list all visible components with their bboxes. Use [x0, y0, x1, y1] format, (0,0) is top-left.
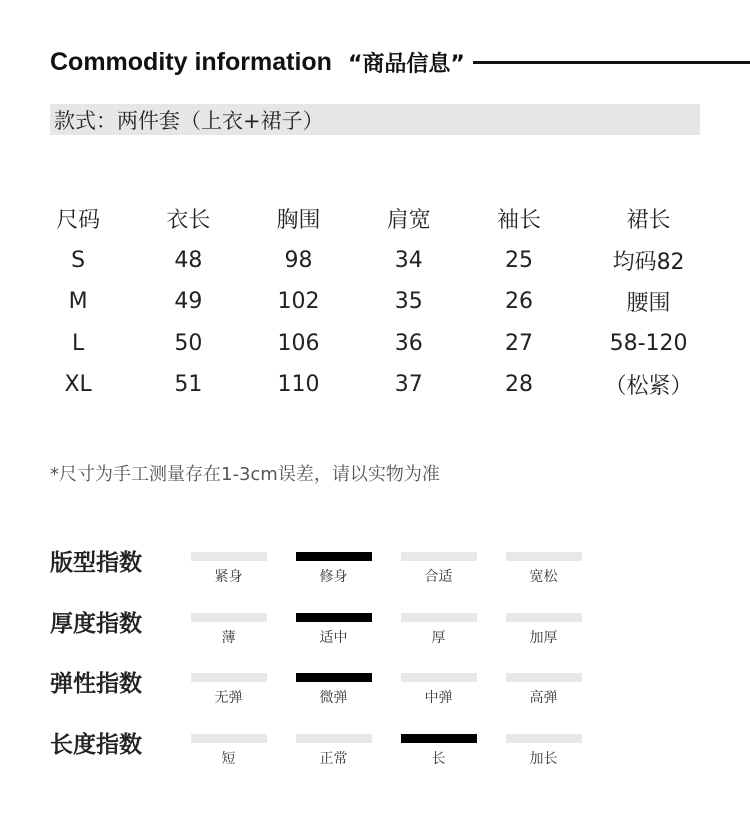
- index-option: [386, 728, 491, 768]
- index-option: [281, 607, 386, 647]
- index-bar: [296, 552, 372, 561]
- table-cell: 58-120: [609, 330, 688, 356]
- index-bar: [191, 552, 267, 561]
- index-option-label: 适中: [319, 629, 348, 646]
- index-option: [491, 728, 596, 768]
- index-option-label: 厚: [431, 629, 446, 646]
- header-title: Commodity information: [50, 47, 332, 76]
- header-cell: 尺码: [56, 208, 101, 234]
- table-row: [23, 281, 723, 323]
- table-cell: 110: [277, 372, 320, 398]
- table-cell: XL: [64, 372, 92, 398]
- header-divider: [473, 61, 750, 64]
- index-bar: [296, 673, 372, 682]
- header-subtitle: “商品信息”: [347, 51, 465, 77]
- index-bar: [191, 734, 267, 743]
- style-text: 款式：两件套（上衣+裙子）: [54, 108, 324, 133]
- index-option: [491, 667, 596, 707]
- table-cell: 98: [284, 247, 313, 273]
- index-label: 弹性指数: [50, 671, 142, 697]
- index-bar: [296, 613, 372, 622]
- index-option: [386, 667, 491, 707]
- table-cell: S: [71, 247, 86, 273]
- table-cell: 27: [504, 330, 533, 356]
- index-option-label: 加厚: [529, 629, 558, 646]
- index-option: [281, 546, 386, 586]
- table-cell: 102: [277, 289, 320, 315]
- index-bar: [506, 734, 582, 743]
- index-option-label: 紧身: [214, 569, 243, 585]
- index-bar: [401, 613, 477, 622]
- index-bar: [506, 673, 582, 682]
- table-cell: 106: [277, 330, 320, 356]
- index-option: [176, 546, 281, 586]
- table-cell: M: [68, 289, 88, 315]
- header-cell: 肩宽: [386, 208, 431, 234]
- index-option: [281, 667, 386, 707]
- index-option-label: 加长: [529, 750, 558, 767]
- table-cell: （松紧）: [604, 374, 693, 400]
- index-option-label: 正常: [319, 750, 348, 767]
- index-row-thickness: [50, 607, 750, 668]
- index-option-label: 微弹: [319, 690, 348, 706]
- table-cell: 49: [174, 289, 203, 315]
- index-option-label: 无弹: [214, 690, 243, 706]
- table-row: [23, 240, 723, 282]
- index-bar: [191, 613, 267, 622]
- index-bar: [296, 734, 372, 743]
- index-option-label: 修身: [319, 569, 348, 585]
- table-row: [23, 364, 723, 406]
- table-row: [23, 323, 723, 365]
- index-option-label: 中弹: [424, 690, 453, 706]
- index-bar: [401, 673, 477, 682]
- table-cell: 26: [504, 289, 533, 315]
- index-option: [386, 607, 491, 647]
- index-option-label: 短: [221, 750, 236, 767]
- index-option-label: 高弹: [529, 690, 558, 706]
- index-option-label: 薄: [221, 629, 236, 646]
- commodity-header: [50, 42, 750, 82]
- index-section: [50, 546, 750, 788]
- index-option: [386, 546, 491, 586]
- index-bar: [401, 552, 477, 561]
- table-cell: 均码82: [612, 249, 685, 275]
- style-bar: [50, 104, 700, 135]
- header-cell: 袖长: [496, 208, 541, 234]
- index-row-fit: [50, 546, 750, 607]
- header-cell: 裙长: [626, 208, 671, 234]
- index-bar: [191, 673, 267, 682]
- table-cell: 25: [504, 247, 533, 273]
- table-cell: 36: [394, 330, 423, 356]
- index-row-length: [50, 728, 750, 789]
- index-option: [176, 607, 281, 647]
- table-cell: 50: [174, 330, 203, 356]
- index-option-label: 宽松: [529, 569, 558, 585]
- table-cell: L: [71, 330, 85, 356]
- index-option: [491, 546, 596, 586]
- index-option: [176, 667, 281, 707]
- table-cell: 48: [174, 247, 203, 273]
- table-cell: 腰围: [626, 291, 671, 317]
- index-bar: [401, 734, 477, 743]
- table-cell: 35: [394, 289, 423, 315]
- table-cell: 51: [174, 372, 203, 398]
- index-label: 厚度指数: [50, 610, 142, 637]
- index-label: 长度指数: [50, 731, 142, 758]
- table-cell: 34: [394, 247, 423, 273]
- index-label: 版型指数: [50, 550, 142, 576]
- size-table-header: [23, 198, 723, 240]
- index-bar: [506, 613, 582, 622]
- table-cell: 28: [504, 372, 533, 398]
- index-option-label: 合适: [424, 569, 453, 585]
- header-cell: 胸围: [276, 208, 321, 234]
- index-option: [281, 728, 386, 768]
- index-option-label: 长: [431, 750, 446, 767]
- header-cell: 衣长: [166, 208, 211, 234]
- index-row-elasticity: [50, 667, 750, 728]
- index-bar: [506, 552, 582, 561]
- table-cell: 37: [394, 372, 423, 398]
- measurement-note: *尺寸为手工测量存在1-3cm误差，请以实物为准: [50, 464, 440, 485]
- index-option: [176, 728, 281, 768]
- size-table: [23, 198, 723, 406]
- index-option: [491, 607, 596, 647]
